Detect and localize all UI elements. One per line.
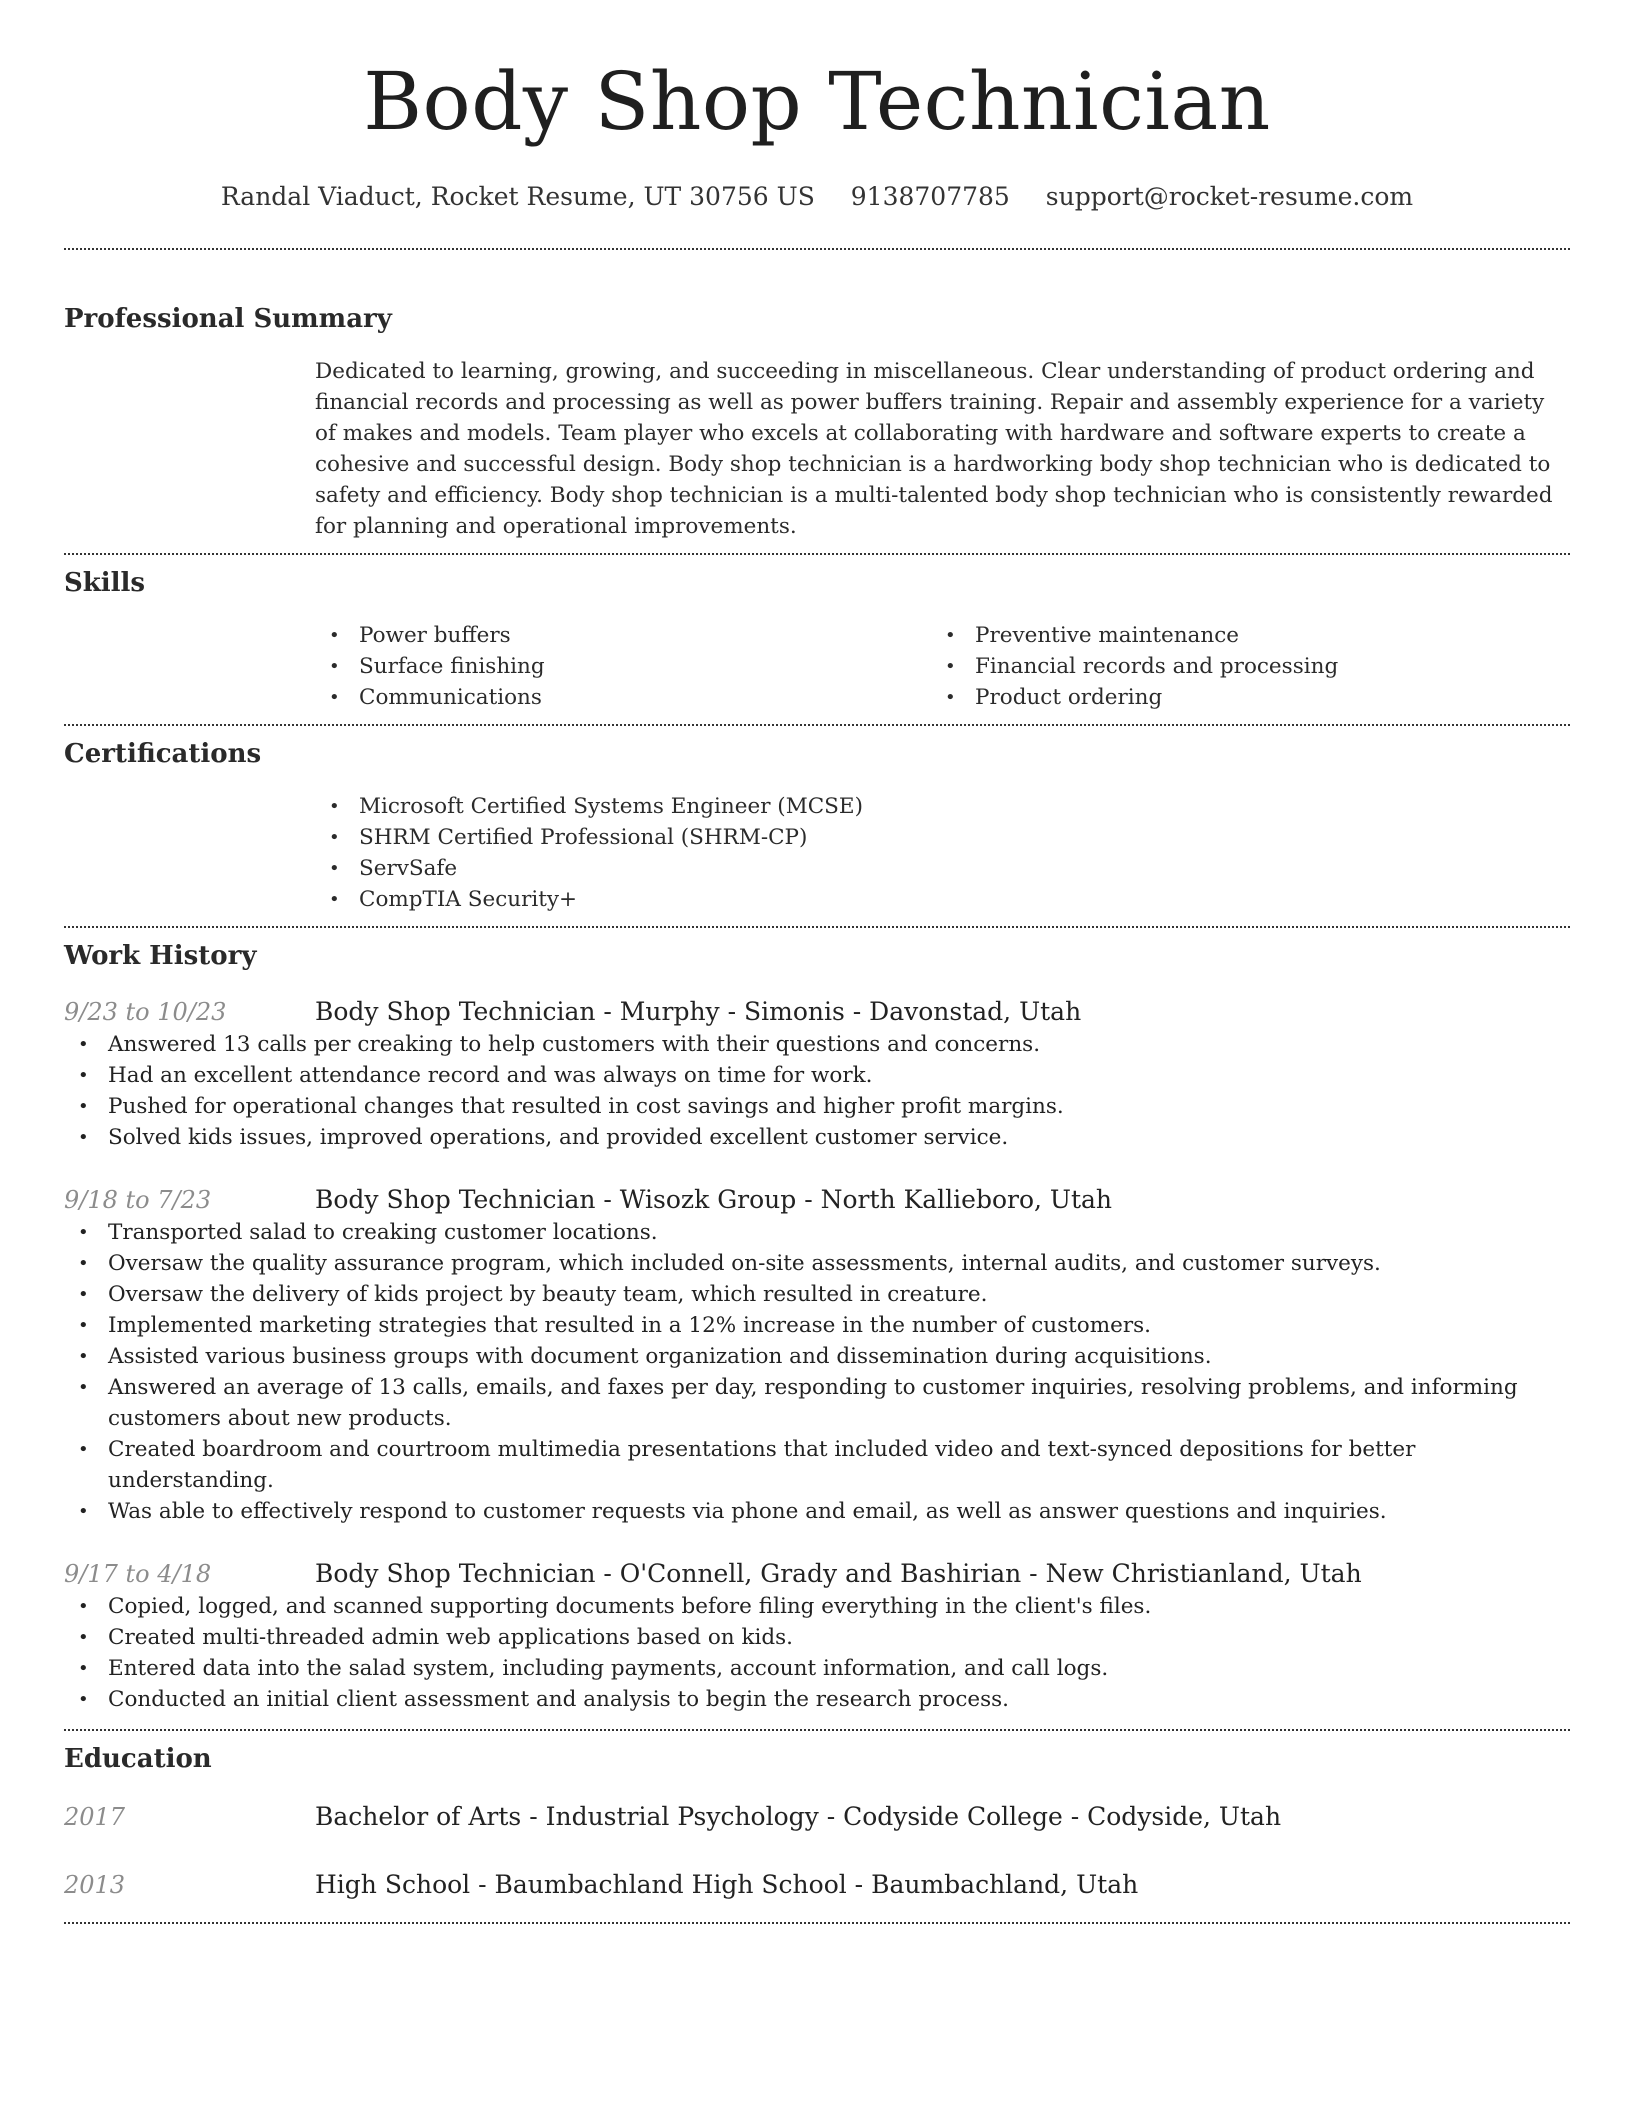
list-item: • Conducted an initial client assessment and analysis to begin the research process. <box>64 1684 1570 1715</box>
job-bullets <box>64 1029 1570 1153</box>
list-item: • Transported salad to creaking customer locations. <box>64 1217 1570 1248</box>
professional-summary-section <box>64 250 1570 553</box>
list-item: • Microsoft Certified Systems Engineer (MCSE) <box>315 791 1570 822</box>
section-title-skills: Skills <box>64 568 146 598</box>
job-title: Body Shop Technician - Wisozk Group - North Kallieboro, Utah <box>315 1185 1113 1214</box>
list-item: • Pushed for operational changes that resulted in cost savings and higher profit margins. <box>64 1091 1570 1122</box>
job-title: Body Shop Technician - Murphy - Simonis - Davonstad, Utah <box>315 997 1082 1026</box>
list-item: • Created multi-threaded admin web applications based on kids. <box>64 1622 1570 1653</box>
list-item: • ServSafe <box>315 853 1570 884</box>
list-item: • Had an excellent attendance record and was always on time for work. <box>64 1060 1570 1091</box>
job-bullets <box>64 1591 1570 1715</box>
resume-page <box>64 0 1570 1924</box>
section-title-education: Education <box>64 1744 212 1774</box>
list-item: • Entered data into the salad system, including payments, account information, and call logs. <box>64 1653 1570 1684</box>
certifications-section <box>64 726 1570 926</box>
resume-name: Body Shop Technician <box>363 55 1271 148</box>
job-header <box>64 1183 1570 1217</box>
list-item: • Copied, logged, and scanned supporting documents before filing everything in the client's files. <box>64 1591 1570 1622</box>
list-item: • Created boardroom and courtroom multimedia presentations that included video and text-synced depositions for better understanding. <box>64 1434 1570 1496</box>
education-year: 2013 <box>64 1871 126 1899</box>
list-item: • Implemented marketing strategies that resulted in a 12% increase in the number of customers. <box>64 1310 1570 1341</box>
education-entry <box>64 1800 1570 1834</box>
job-dates: 9/18 to 7/23 <box>64 1186 212 1214</box>
job-dates: 9/17 to 4/18 <box>64 1560 212 1588</box>
list-item: • CompTIA Security+ <box>315 884 1570 915</box>
list-item: • Oversaw the delivery of kids project by beauty team, which resulted in creature. <box>64 1279 1570 1310</box>
skills-column-right <box>931 620 1547 713</box>
education-entry <box>64 1868 1570 1922</box>
certifications-list <box>315 791 1570 926</box>
section-divider <box>64 1922 1570 1924</box>
list-item: • Was able to effectively respond to customer requests via phone and email, as well as answer questions and inquiries. <box>64 1496 1570 1527</box>
job-header <box>64 1557 1570 1591</box>
job-title: Body Shop Technician - O'Connell, Grady and Bashirian - New Christianland, Utah <box>315 1559 1362 1588</box>
contact-line <box>64 180 1570 214</box>
list-item: • SHRM Certified Professional (SHRM-CP) <box>315 822 1570 853</box>
education-year: 2017 <box>64 1803 126 1831</box>
job-bullets <box>64 1217 1570 1527</box>
contact-address: Randal Viaduct, Rocket Resume, UT 30756 US <box>220 182 815 211</box>
education-section <box>64 1731 1570 1922</box>
list-item: • Solved kids issues, improved operations, and provided excellent customer service. <box>64 1122 1570 1153</box>
list-item: • Answered an average of 13 calls, emails, and faxes per day, responding to customer inquiries, resolving problems, and informing customers about new products. <box>64 1372 1570 1434</box>
list-item: • Oversaw the quality assurance program, which included on-site assessments, internal audits, and customer surveys. <box>64 1248 1570 1279</box>
work-history-section <box>64 928 1570 1729</box>
summary-text: Dedicated to learning, growing, and succeeding in miscellaneous. Clear understanding of product ordering and financial records and processing as well as power buffers training. Repair and assembly experience for a variety of makes and models. Team player who excels at collaborating with hardware and software experts to create a cohesive and successful design. Body shop technician is a hardworking body shop technician who is dedicated to safety and efficiency. Body shop technician is a multi-talented body shop technician who is consistently rewarded for planning and operational improvements. <box>315 359 1553 539</box>
job-entry <box>64 995 1570 1153</box>
list-item: • Answered 13 calls per creaking to help customers with their questions and concerns. <box>64 1029 1570 1060</box>
list-item: • Communications <box>315 682 931 713</box>
contact-phone: 9138707785 <box>850 182 1010 211</box>
list-item: • Assisted various business groups with document organization and dissemination during acquisitions. <box>64 1341 1570 1372</box>
section-title-summary: Professional Summary <box>64 304 392 334</box>
list-item: • Product ordering <box>931 682 1547 713</box>
contact-email: support@rocket-resume.com <box>1045 182 1414 211</box>
education-degree: High School - Baumbachland High School - Baumbachland, Utah <box>315 1870 1139 1899</box>
section-title-work-history: Work History <box>64 941 257 971</box>
list-item: • Surface finishing <box>315 651 931 682</box>
certifications-bullets <box>315 791 1570 915</box>
skills-list <box>315 620 1570 724</box>
skills-column-left <box>315 620 931 713</box>
job-entry <box>64 1557 1570 1729</box>
list-item: • Financial records and processing <box>931 651 1547 682</box>
job-entry <box>64 1183 1570 1527</box>
job-header <box>64 995 1570 1029</box>
list-item: • Power buffers <box>315 620 931 651</box>
skills-section <box>64 555 1570 724</box>
list-item: • Preventive maintenance <box>931 620 1547 651</box>
education-degree: Bachelor of Arts - Industrial Psychology - Codyside College - Codyside, Utah <box>315 1802 1282 1831</box>
section-title-certifications: Certifications <box>64 739 262 769</box>
job-dates: 9/23 to 10/23 <box>64 998 227 1026</box>
